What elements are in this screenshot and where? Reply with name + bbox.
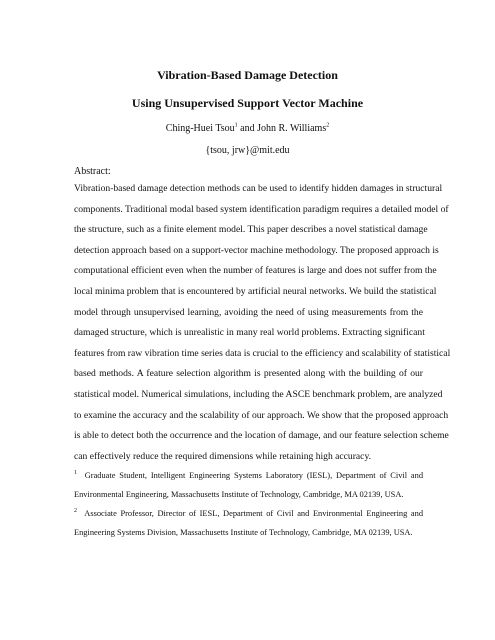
abstract-line: can effectively reduce the required dimensions while retaining high accuracy.	[74, 450, 372, 462]
footnote-2-mark: 2	[74, 508, 77, 515]
footnote-line	[74, 470, 423, 489]
abstract-line: is able to detect both the occurrence and the location of damage, and our feature selection scheme	[74, 430, 449, 442]
footnote-line: Engineering Systems Division, Massachusetts Institute of Technology, Cambridge, MA 02139, USA.	[74, 528, 413, 537]
footnote-1-text: Graduate Student, Intelligent Engineering Systems Laboratory (IESL), Department of Civil and	[84, 471, 424, 480]
author-1-footnote-mark: 1	[234, 122, 238, 129]
footnote-line	[74, 508, 423, 527]
author-line	[0, 122, 495, 135]
author-email: {tsou, jrw}@mit.edu	[205, 145, 290, 156]
author-separator: and	[237, 123, 258, 134]
author-1: Ching-Huei Tsou	[165, 123, 235, 134]
paper-title-line-2: Using Unsupervised Support Vector Machine	[131, 96, 364, 110]
footnote-2-text: Associate Professor, Director of IESL, Department of Civil and Environmental Engineering and	[84, 509, 424, 518]
abstract-line: statistical model. Numerical simulations, including the ASCE benchmark problem, are analyzed	[74, 388, 443, 400]
abstract-line: features from raw vibration time series data is crucial to the efficiency and scalability of statistical	[74, 347, 451, 359]
footnote-1-mark: 1	[74, 470, 77, 477]
footnote-line: Environmental Engineering, Massachusetts Institute of Technology, Cambridge, MA 02139, USA.	[74, 490, 404, 499]
abstract-line: Vibration-based damage detection methods can be used to identify hidden damages in structural	[74, 183, 443, 194]
abstract-line: damaged structure, which is unrealistic in many real world problems. Extracting significant	[74, 327, 425, 339]
footnote-1	[74, 470, 423, 508]
abstract-line: detection approach based on a support-vector machine methodology. The proposed approach is	[74, 244, 439, 256]
abstract-body	[74, 182, 451, 470]
abstract-line: the structure, such as a finite element model. This paper describes a novel statistical damage	[74, 224, 428, 236]
abstract-line: to examine the accuracy and the scalability of our approach. We show that the proposed approach	[74, 409, 449, 421]
author-2-footnote-mark: 2	[326, 122, 330, 129]
abstract-label: Abstract:	[74, 166, 111, 177]
abstract-line: model through unsupervised learning, avoiding the need of using measurements from the	[74, 306, 423, 318]
paper-title-line-1: Vibration-Based Damage Detection	[157, 68, 338, 82]
abstract-line: computational efficient even when the number of features is large and does not suffer from the	[74, 265, 437, 277]
abstract-line: based methods. A feature selection algorithm is presented along with the building of our	[74, 368, 423, 380]
author-2: John R. Williams	[257, 123, 327, 134]
footnote-2	[74, 508, 423, 546]
abstract-line: local minima problem that is encountered by artificial neural networks. We build the statistical	[74, 285, 437, 297]
abstract-line: components. Traditional modal based system identification paradigm requires a detailed model of	[74, 203, 449, 215]
